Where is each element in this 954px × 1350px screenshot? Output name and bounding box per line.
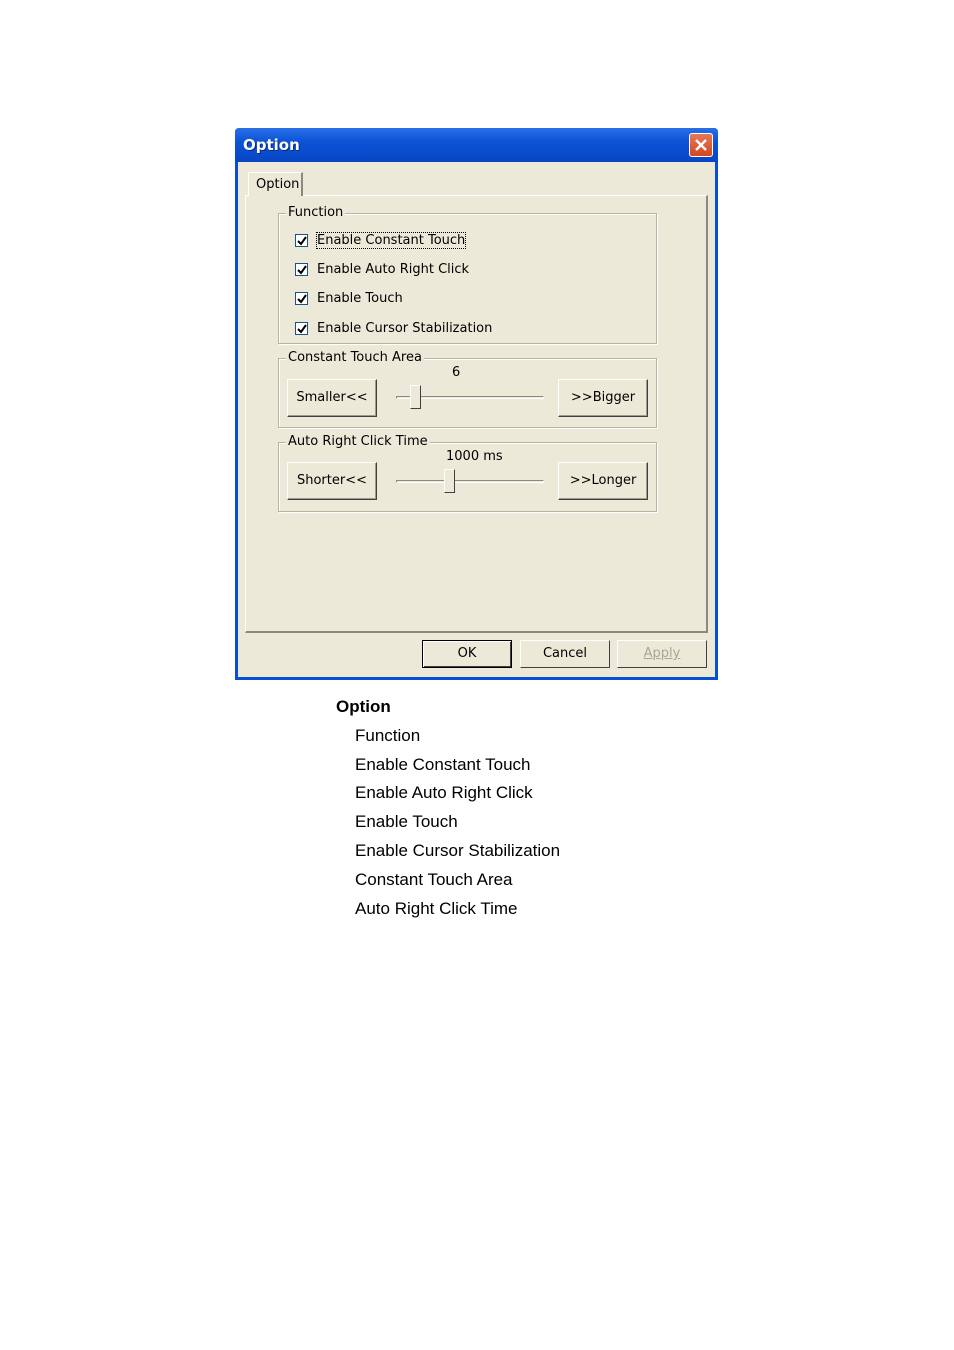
touch-area-value: 6 — [452, 365, 461, 380]
checkbox-box[interactable] — [295, 322, 308, 335]
checkmark-icon — [297, 236, 307, 246]
tab-option[interactable] — [248, 172, 303, 196]
smaller-button[interactable]: Smaller<< — [287, 379, 377, 417]
close-icon — [694, 138, 708, 152]
checkmark-icon — [297, 324, 307, 334]
checkmark-icon — [297, 265, 307, 275]
slider-thumb[interactable] — [410, 385, 421, 409]
checkmark-icon — [297, 294, 307, 304]
doc-item-enable-auto-right-click: Enable Auto Right Click — [355, 783, 533, 802]
function-group — [278, 205, 657, 344]
shorter-button[interactable]: Shorter<< — [287, 462, 377, 500]
window-title: Option — [243, 136, 300, 154]
option-window — [235, 128, 718, 680]
window-client — [238, 162, 715, 677]
slider-thumb[interactable] — [444, 469, 455, 493]
bigger-button[interactable]: >>Bigger — [558, 379, 648, 417]
cancel-button[interactable]: Cancel — [520, 640, 610, 668]
tab-label: Option — [256, 177, 300, 192]
longer-button[interactable]: >>Longer — [558, 462, 648, 500]
checkbox-box[interactable] — [295, 234, 308, 247]
auto-right-click-time-legend: Auto Right Click Time — [288, 434, 428, 449]
touch-area-slider[interactable] — [396, 383, 546, 413]
title-bar[interactable] — [235, 128, 718, 162]
doc-item-function: Function — [355, 726, 421, 745]
function-legend: Function — [288, 205, 344, 220]
checkbox-label: Enable Constant Touch — [317, 233, 466, 248]
checkbox-label: Enable Cursor Stabilization — [317, 321, 493, 336]
checkbox-box[interactable] — [295, 263, 308, 276]
constant-touch-area-group — [278, 350, 657, 428]
checkbox-box[interactable] — [295, 292, 308, 305]
auto-right-click-time-group — [278, 434, 657, 512]
doc-item-auto-right-click-time: Auto Right Click Time — [355, 899, 518, 918]
close-button[interactable] — [689, 133, 713, 157]
doc-item-enable-constant-touch: Enable Constant Touch — [355, 755, 531, 774]
click-time-slider[interactable] — [396, 467, 546, 497]
checkbox-label: Enable Touch — [317, 291, 403, 306]
doc-item-enable-touch: Enable Touch — [355, 812, 458, 831]
constant-touch-area-legend: Constant Touch Area — [288, 350, 422, 365]
doc-heading: Option — [336, 697, 391, 716]
checkbox-label: Enable Auto Right Click — [317, 262, 470, 277]
apply-button[interactable]: Apply — [617, 640, 707, 668]
slider-track — [396, 480, 544, 483]
doc-item-constant-touch-area: Constant Touch Area — [355, 870, 513, 889]
ok-button[interactable]: OK — [422, 640, 512, 668]
click-time-value: 1000 ms — [446, 449, 503, 464]
doc-item-enable-cursor-stabilization: Enable Cursor Stabilization — [355, 841, 561, 860]
